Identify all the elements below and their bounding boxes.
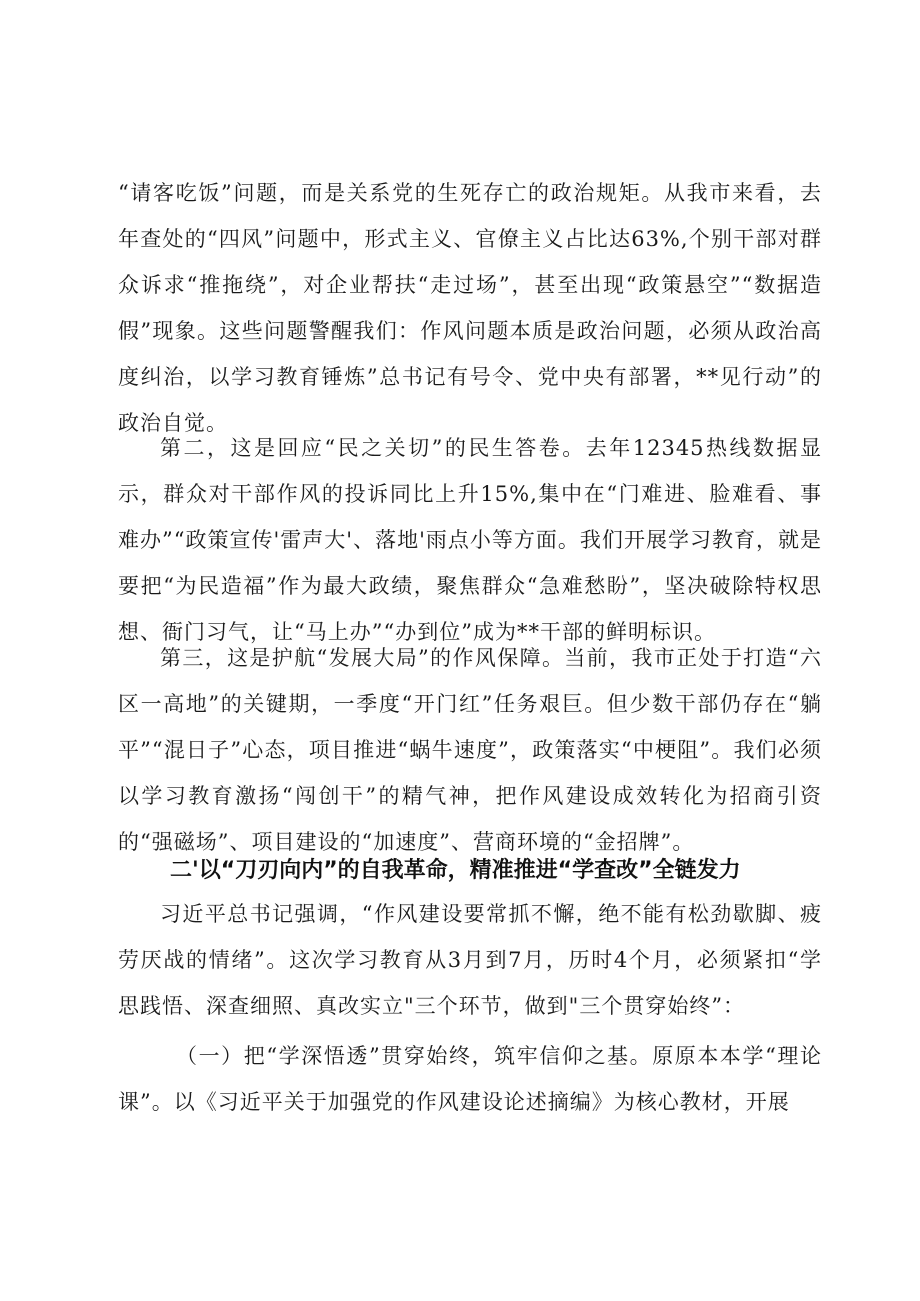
paragraph-second-point: 第二，这是回应“民之关切”的民生答卷。去年12345热线数据显示，群众对干部作风的投诉同比上升15%,集中在“门难进、脸难看、事难办”“政策宣传'雷声大'、落地'雨点小等方面。我们开展学习教育，就是要把“为民造福”作为最大政绩，聚焦群众“急难愁盼”，坚决破除特权思想、衙门习气，让“马上办”“办到位”成为**干部的鲜明标识。	[118, 436, 822, 644]
paragraph-quote: 习近平总书记强调，“作风建设要常抓不懈，绝不能有松劲歇脚、疲劳厌战的情绪”。这次学习教育从3月到7月，历时4个月，必须紧扣“学思践悟、深查细照、真改实立"三个环节，做到"三个贯穿始终”：	[118, 902, 822, 1018]
paragraph-subsection-one: （一）把“学深悟透”贯穿始终，筑牢信仰之基。原原本本学“理论课”。以《习近平关于加强党的作风建设论述摘编》为核心教材，开展	[118, 1044, 822, 1114]
paragraph-political-rules: “请客吃饭”问题，而是关系党的生死存亡的政治规矩。从我市来看，去年查处的“四风”问题中，形式主义、官僚主义占比达63%,个别干部对群众诉求“推拖绕”，对企业帮扶“走过场”，甚至出现“政策悬空”“数据造假”现象。这些问题警醒我们：作风问题本质是政治问题，必须从政治高度纠治，以学习教育锤炼”总书记有号令、党中央有部署，**见行动”的政治自觉。	[118, 181, 822, 435]
section-heading: 二'以“刀刃向内”的自我革命，精准推进“学查改”全链发力	[170, 858, 741, 883]
paragraph-third-point: 第三，这是护航“发展大局”的作风保障。当前，我市正处于打造“六区一高地”的关键期，一季度“开门红”任务艰巨。但少数干部仍存在“躺平”“混日子”心态，项目推进“蜗牛速度”，政策落实“中梗阻”。我们必须以学习教育激扬“闯创干”的精气神，把作风建设成效转化为招商引资的“强磁场”、项目建设的“加速度”、营商环境的“金招牌”。	[118, 646, 822, 854]
